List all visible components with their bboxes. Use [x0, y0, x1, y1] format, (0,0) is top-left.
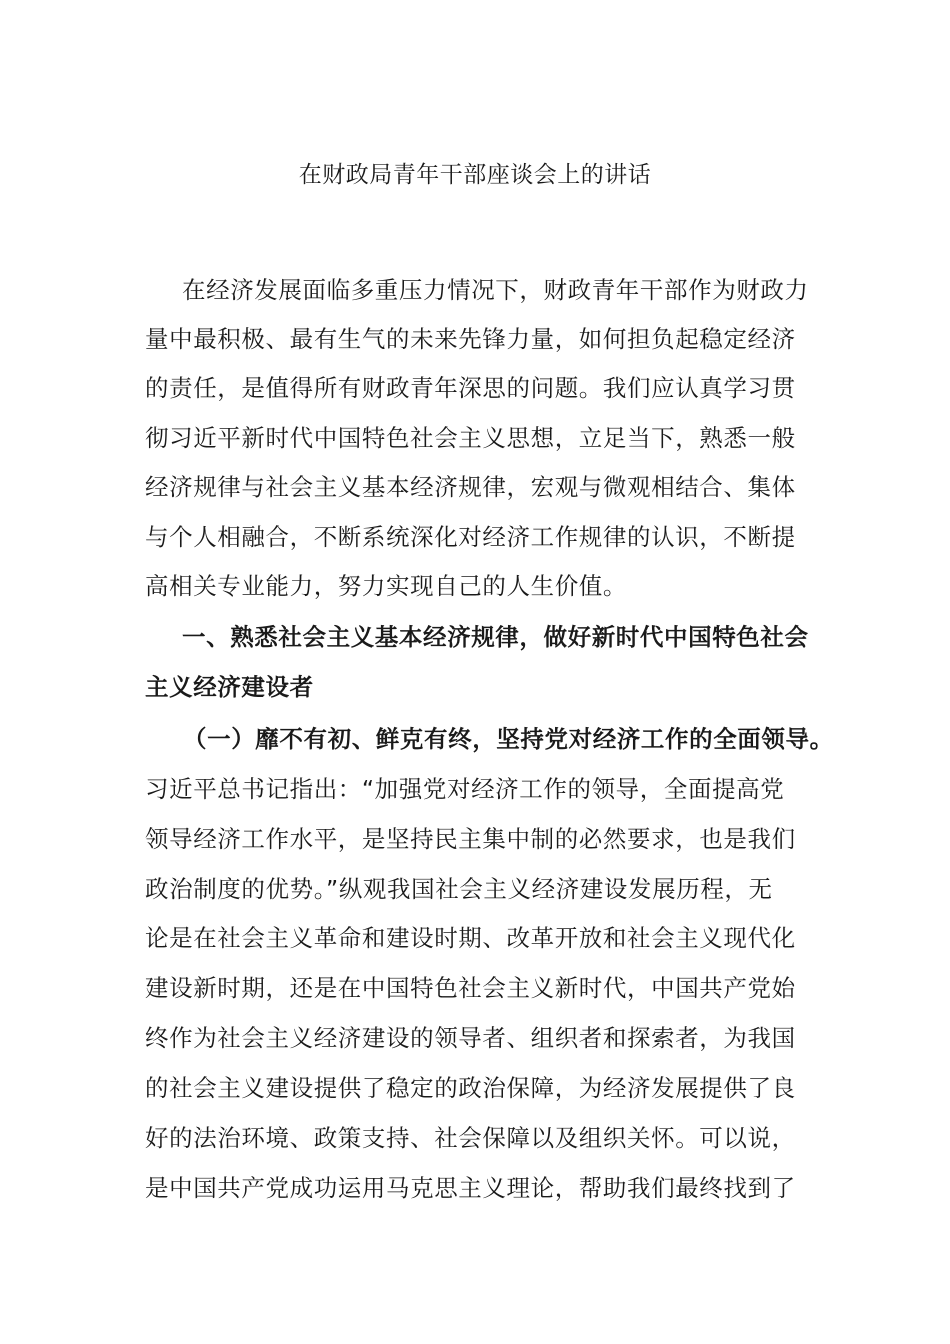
paragraph-line: 在经济发展面临多重压力情况下，财政青年干部作为财政力 — [182, 276, 809, 304]
paragraph-line: 经济规律与社会主义基本经济规律，宏观与微观相结合、集体 — [145, 473, 796, 501]
paragraph-line: 领导经济工作水平，是坚持民主集中制的必然要求，也是我们 — [145, 825, 796, 853]
section-heading-line: 主义经济建设者 — [145, 673, 314, 701]
paragraph-line: 政治制度的优势。”纵观我国社会主义经济建设发展历程，无 — [145, 875, 773, 903]
paragraph-line: 是中国共产党成功运用马克思主义理论，帮助我们最终找到了 — [145, 1174, 796, 1202]
section-heading-line: 一、熟悉社会主义基本经济规律，做好新时代中国特色社会 — [182, 623, 809, 651]
document-title: 在财政局青年干部座谈会上的讲话 — [298, 162, 652, 188]
paragraph-line: 彻习近平新时代中国特色社会主义思想，立足当下，熟悉一般 — [145, 424, 796, 452]
paragraph-line: 论是在社会主义革命和建设时期、改革开放和社会主义现代化 — [145, 924, 796, 952]
subsection-heading: （一）靡不有初、鲜克有终，坚持党对经济工作的全面领导。 — [183, 725, 834, 753]
paragraph-line: 习近平总书记指出：“加强党对经济工作的领导，全面提高党 — [145, 775, 785, 803]
paragraph-line: 的社会主义建设提供了稳定的政治保障，为经济发展提供了良 — [145, 1074, 796, 1102]
paragraph-line: 好的法治环境、政策支持、社会保障以及组织关怀。可以说， — [145, 1124, 796, 1152]
paragraph-line: 与个人相融合，不断系统深化对经济工作规律的认识，不断提 — [145, 523, 796, 551]
paragraph-line: 建设新时期，还是在中国特色社会主义新时代，中国共产党始 — [145, 974, 796, 1002]
paragraph-line: 量中最积极、最有生气的未来先锋力量，如何担负起稳定经济 — [145, 325, 796, 353]
paragraph-line: 的责任，是值得所有财政青年深思的问题。我们应认真学习贯 — [145, 374, 796, 402]
paragraph-line: 终作为社会主义经济建设的领导者、组织者和探索者，为我国 — [145, 1024, 796, 1052]
paragraph-line: 高相关专业能力，努力实现自己的人生价值。 — [145, 572, 627, 600]
